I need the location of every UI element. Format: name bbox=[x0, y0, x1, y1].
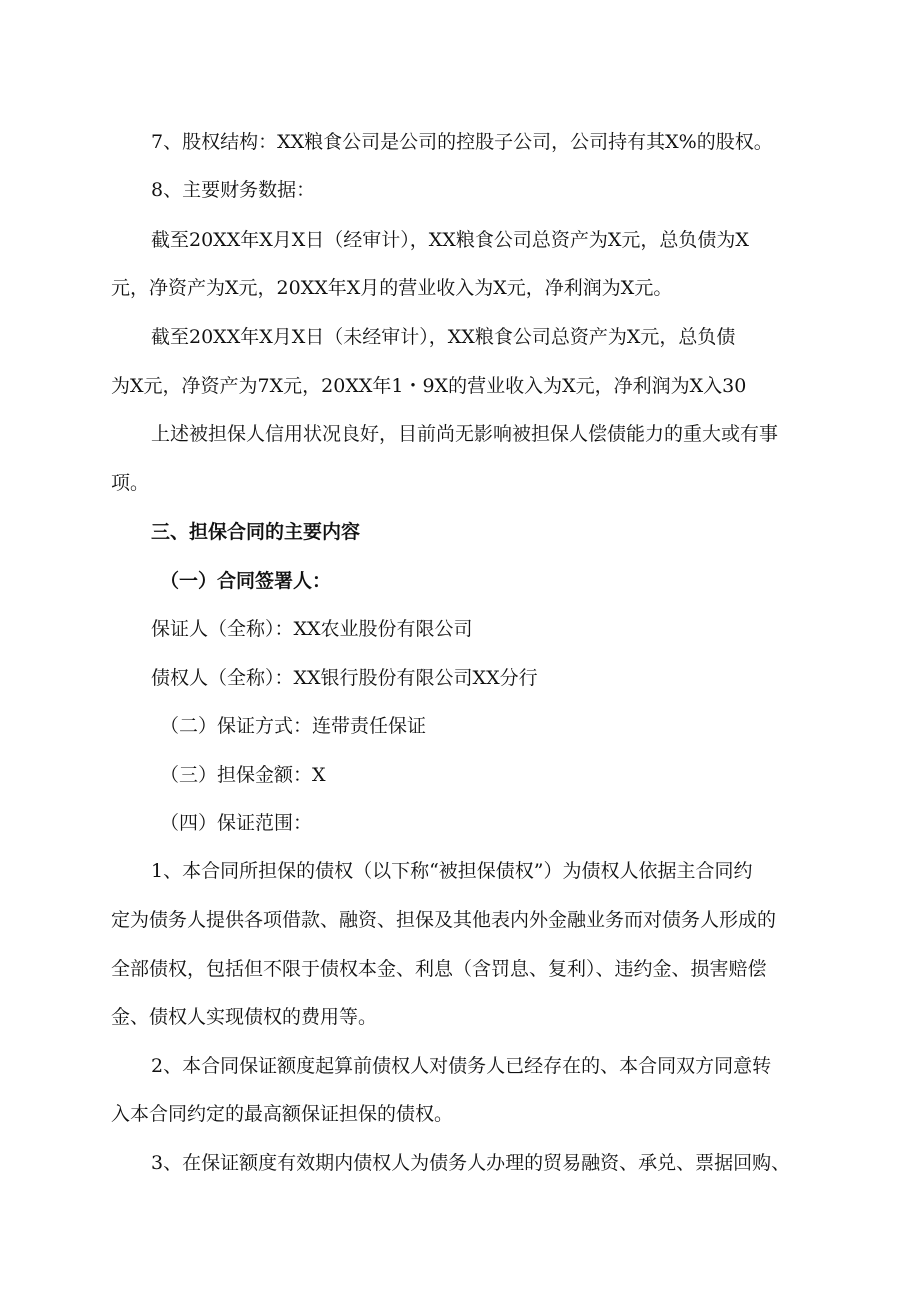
guarantor-line: 保证人（全称）：XX农业股份有限公司 bbox=[151, 618, 473, 640]
paragraph-credit-line-2: 项。 bbox=[111, 472, 150, 494]
scope-item-1-line-3: 全部债权，包括但不限于债权本金、利息（含罚息、复利）、违约金、损害赔偿 bbox=[111, 958, 767, 980]
paragraph-unaudited-line-2: 为X元，净资产为7X元，20XX年1・9X的营业收入为X元，净利润为X入30 bbox=[111, 375, 747, 397]
guarantee-amount-line: （三）担保金额：X bbox=[160, 764, 326, 786]
scope-item-2-line-2: 入本合同约定的最高额保证担保的债权。 bbox=[111, 1103, 454, 1125]
paragraph-unaudited-line-1: 截至20XX年X月X日（未经审计），XX粮食公司总资产为X元，总负债 bbox=[151, 326, 736, 348]
paragraph-credit-line-1: 上述被担保人信用状况良好，目前尚无影响被担保人偿债能力的重大或有事 bbox=[151, 423, 779, 445]
paragraph-audited-line-2: 元，净资产为X元，20XX年X月的营业收入为X元，净利润为X元。 bbox=[111, 277, 673, 299]
heading-financial-data: 8、主要财务数据： bbox=[151, 179, 316, 201]
subheading-signatories: （一）合同签署人： bbox=[160, 570, 332, 592]
section-heading-guarantee-contract: 三、担保合同的主要内容 bbox=[151, 521, 361, 543]
scope-item-2-line-1: 2、本合同保证额度起算前债权人对债务人已经存在的、本合同双方同意转 bbox=[151, 1055, 772, 1077]
guarantee-method-line: （二）保证方式：连带责任保证 bbox=[160, 715, 427, 737]
creditor-line: 债权人（全称）：XX银行股份有限公司XX分行 bbox=[151, 667, 538, 689]
scope-item-1-line-1: 1、本合同所担保的债权（以下称“被担保债权”）为债权人依据主合同约 bbox=[151, 860, 753, 882]
scope-item-3-line-1: 3、在保证额度有效期内债权人为债务人办理的贸易融资、承兑、票据回购、 bbox=[151, 1152, 791, 1174]
guarantee-scope-heading: （四）保证范围： bbox=[160, 812, 313, 834]
scope-item-1-line-4: 金、债权人实现债权的费用等。 bbox=[111, 1006, 378, 1028]
scope-item-1-line-2: 定为债务人提供各项借款、融资、担保及其他表内外金融业务而对债务人形成的 bbox=[111, 909, 777, 931]
paragraph-equity-structure: 7、股权结构：XX粮食公司是公司的控股子公司，公司持有其X%的股权。 bbox=[151, 131, 773, 153]
paragraph-audited-line-1: 截至20XX年X月X日（经审计），XX粮食公司总资产为X元，总负债为X bbox=[151, 229, 749, 251]
